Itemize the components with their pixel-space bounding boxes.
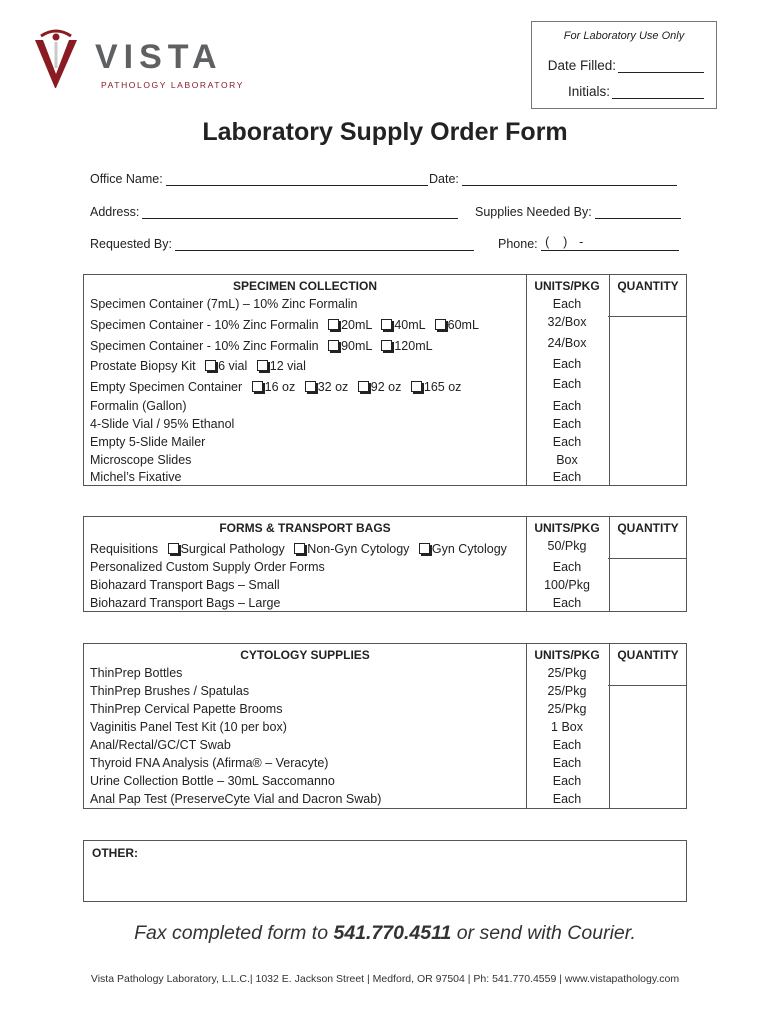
unit-value: 25/Pkg bbox=[547, 702, 587, 716]
list-item: Biohazard Transport Bags – Large bbox=[90, 596, 281, 610]
supplies-needed-by-label: Supplies Needed By: bbox=[475, 205, 592, 219]
unit-value: Each bbox=[552, 596, 582, 610]
checkbox[interactable] bbox=[305, 381, 316, 392]
list-item: ThinPrep Cervical Papette Brooms bbox=[90, 702, 283, 716]
logo-wordmark: VISTA bbox=[95, 38, 223, 76]
checkbox[interactable] bbox=[381, 340, 392, 351]
fax-instructions: Fax completed form to 541.770.4511 or send with Courier. bbox=[134, 922, 636, 944]
vista-logo-icon bbox=[33, 28, 79, 90]
office-name-field[interactable] bbox=[90, 172, 428, 186]
phone-paren-close: ) bbox=[563, 235, 568, 249]
requested-by-field[interactable] bbox=[90, 237, 474, 251]
fax-number: 541.770.4511 bbox=[333, 922, 452, 944]
list-item: Anal/Rectal/GC/CT Swab bbox=[90, 738, 231, 752]
unit-value: 24/Box bbox=[547, 336, 587, 350]
cytology-supplies-table bbox=[83, 643, 687, 809]
forms-transport-table bbox=[83, 516, 687, 612]
specimen-units-header: UNITS/PKG bbox=[534, 279, 600, 293]
list-item: Specimen Container - 10% Zinc Formalin 20mL 40mL 60mL bbox=[90, 318, 479, 332]
date-filled-field[interactable] bbox=[548, 58, 704, 73]
page-title: Laboratory Supply Order Form bbox=[202, 118, 568, 146]
address-label: Address: bbox=[90, 205, 140, 219]
list-item: Vaginitis Panel Test Kit (10 per box) bbox=[90, 720, 287, 734]
checkbox[interactable] bbox=[205, 360, 216, 371]
unit-value: Each bbox=[552, 774, 582, 788]
address-field[interactable] bbox=[90, 205, 458, 219]
checkbox[interactable] bbox=[328, 340, 339, 351]
unit-value: Each bbox=[552, 470, 582, 484]
unit-value: 50/Pkg bbox=[547, 539, 587, 553]
unit-value: 1 Box bbox=[551, 720, 583, 734]
unit-value: 25/Pkg bbox=[547, 684, 587, 698]
list-item: Personalized Custom Supply Order Forms bbox=[90, 560, 325, 574]
forms-header: FORMS & TRANSPORT BAGS bbox=[219, 521, 391, 535]
date-filled-label: Date Filled: bbox=[547, 58, 616, 73]
unit-value: Each bbox=[552, 297, 582, 311]
specimen-collection-table bbox=[83, 274, 687, 486]
list-item: Prostate Biopsy Kit 6 vial 12 vial bbox=[90, 359, 306, 373]
initials-field[interactable] bbox=[568, 84, 704, 99]
requested-by-label: Requested By: bbox=[90, 237, 172, 251]
checkbox[interactable] bbox=[294, 543, 305, 554]
date-label: Date: bbox=[429, 172, 459, 186]
cytology-header: CYTOLOGY SUPPLIES bbox=[240, 648, 370, 662]
unit-value: Each bbox=[552, 560, 582, 574]
phone-field[interactable] bbox=[498, 237, 679, 251]
checkbox[interactable] bbox=[358, 381, 369, 392]
checkbox[interactable] bbox=[168, 543, 179, 554]
checkbox[interactable] bbox=[381, 319, 392, 330]
list-item: Michel’s Fixative bbox=[90, 470, 182, 484]
list-item: Biohazard Transport Bags – Small bbox=[90, 578, 280, 592]
list-item: Empty 5-Slide Mailer bbox=[90, 435, 206, 449]
unit-value: 100/Pkg bbox=[544, 578, 590, 592]
checkbox[interactable] bbox=[435, 319, 446, 330]
unit-value: Each bbox=[552, 435, 582, 449]
list-item: 4-Slide Vial / 95% Ethanol bbox=[90, 417, 235, 431]
list-item: ThinPrep Bottles bbox=[90, 666, 183, 680]
list-item: ThinPrep Brushes / Spatulas bbox=[90, 684, 250, 698]
checkbox[interactable] bbox=[411, 381, 422, 392]
list-item: Specimen Container - 10% Zinc Formalin 90mL 120mL bbox=[90, 339, 433, 353]
unit-value: Box bbox=[556, 453, 578, 467]
checkbox[interactable] bbox=[419, 543, 430, 554]
unit-value: Each bbox=[552, 756, 582, 770]
list-item: Specimen Container (7mL) – 10% Zinc Formalin bbox=[90, 297, 358, 311]
forms-units-header: UNITS/PKG bbox=[534, 521, 600, 535]
unit-value: Each bbox=[552, 357, 582, 371]
initials-label: Initials: bbox=[567, 84, 610, 99]
checkbox[interactable] bbox=[328, 319, 339, 330]
list-item: Formalin (Gallon) bbox=[90, 399, 187, 413]
supplies-needed-by-field[interactable] bbox=[475, 205, 681, 219]
lab-use-box bbox=[531, 21, 717, 109]
checkbox[interactable] bbox=[252, 381, 263, 392]
list-item: Urine Collection Bottle – 30mL Saccomanno bbox=[90, 774, 335, 788]
unit-value: Each bbox=[552, 738, 582, 752]
specimen-qty-header: QUANTITY bbox=[617, 279, 679, 293]
list-item: Empty Specimen Container 16 oz 32 oz 92 oz 165 oz bbox=[90, 380, 462, 394]
lab-use-label: For Laboratory Use Only bbox=[563, 30, 685, 42]
logo-subtitle: PATHOLOGY LABORATORY bbox=[101, 80, 245, 90]
unit-value: Each bbox=[552, 377, 582, 391]
footer-contact: Vista Pathology Laboratory, L.L.C.| 1032 E. Jackson Street | Medford, OR 97504 | Ph: 541.770.4559 | www.vistapathology.com bbox=[90, 973, 680, 985]
phone-dash: - bbox=[579, 235, 584, 249]
list-item: Thyroid FNA Analysis (Afirma® – Veracyte) bbox=[90, 756, 329, 770]
unit-value: Each bbox=[552, 399, 582, 413]
unit-value: Each bbox=[552, 792, 582, 806]
other-label: OTHER: bbox=[92, 846, 138, 860]
cytology-units-header: UNITS/PKG bbox=[534, 648, 600, 662]
list-item: Microscope Slides bbox=[90, 453, 192, 467]
unit-value: Each bbox=[552, 417, 582, 431]
list-item: Anal Pap Test (PreserveCyte Vial and Dacron Swab) bbox=[90, 792, 382, 806]
specimen-header: SPECIMEN COLLECTION bbox=[232, 279, 377, 293]
phone-paren-open: ( bbox=[545, 235, 550, 249]
forms-qty-header: QUANTITY bbox=[617, 521, 679, 535]
other-notes-field[interactable] bbox=[83, 840, 687, 902]
checkbox[interactable] bbox=[257, 360, 268, 371]
list-item: Requisitions Surgical Pathology Non-Gyn Cytology Gyn Cytology bbox=[90, 542, 507, 556]
phone-label: Phone: bbox=[498, 237, 538, 251]
unit-value: 32/Box bbox=[547, 315, 587, 329]
date-field[interactable] bbox=[429, 172, 677, 186]
cytology-qty-header: QUANTITY bbox=[617, 648, 679, 662]
unit-value: 25/Pkg bbox=[547, 666, 587, 680]
office-name-label: Office Name: bbox=[90, 172, 163, 186]
